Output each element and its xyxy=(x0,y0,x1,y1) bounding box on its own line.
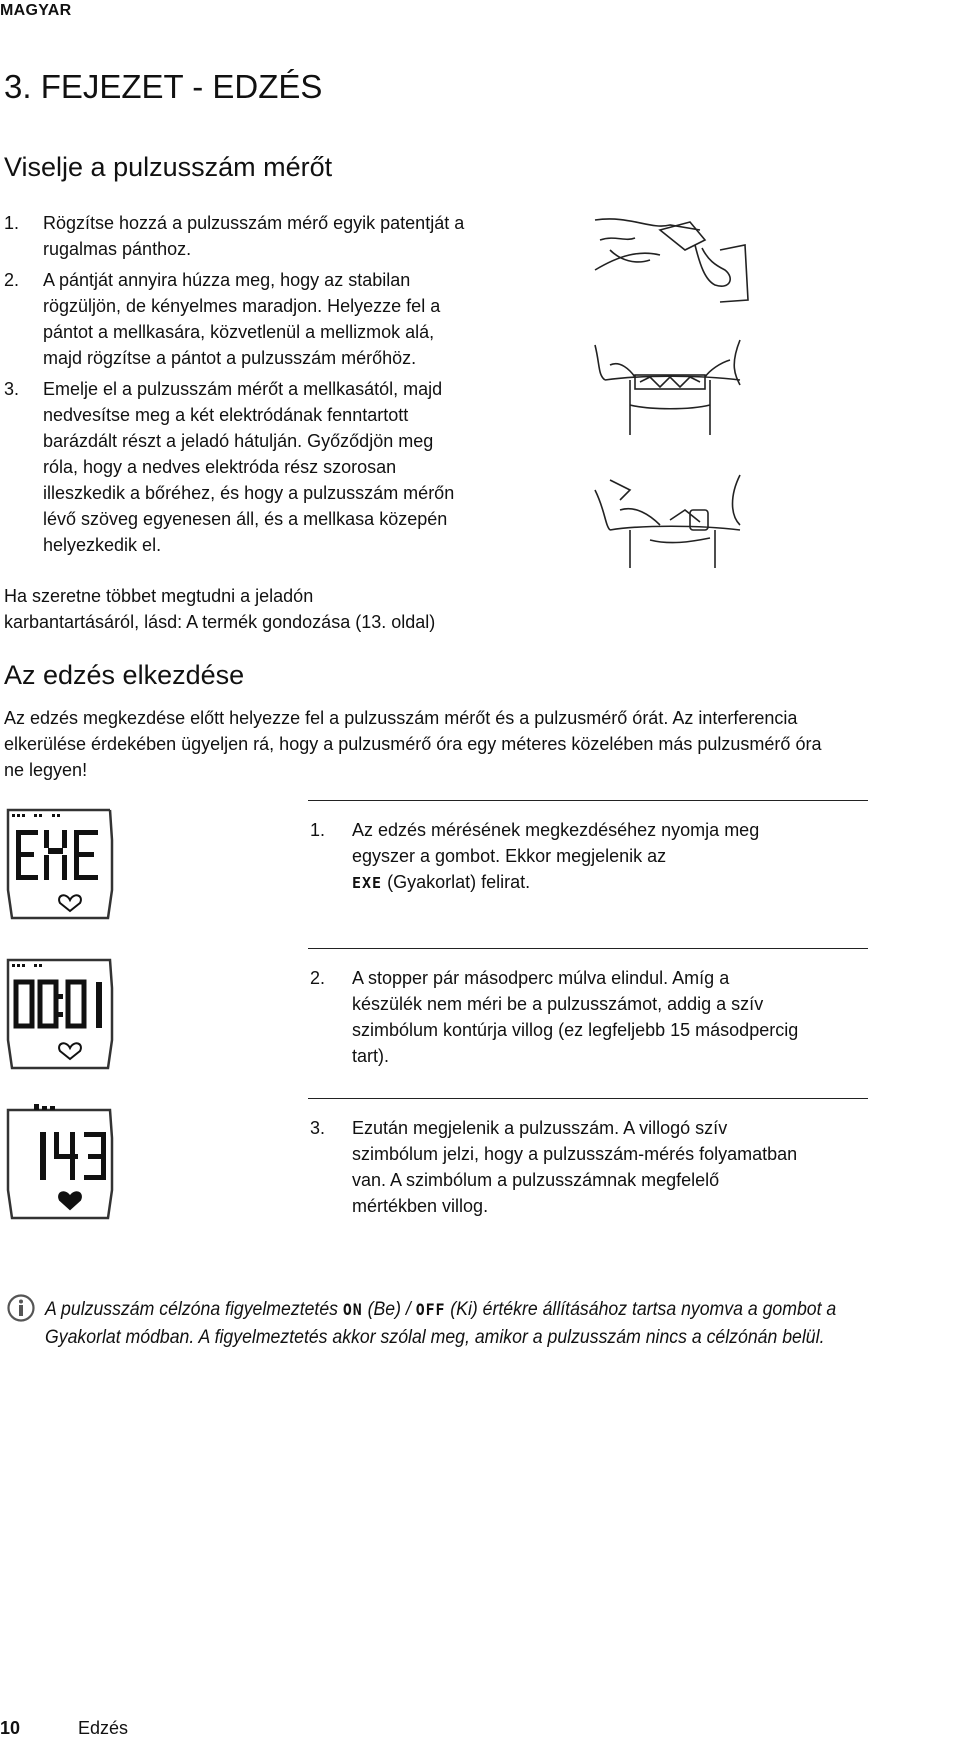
wear-steps-list xyxy=(4,210,544,560)
step-line: lévő szöveg egyenesen áll, és a mellkasa közepén xyxy=(43,509,448,529)
footer-section-label: Edzés xyxy=(78,1718,129,1738)
info-icon xyxy=(6,1293,36,1323)
list-item xyxy=(310,817,890,897)
step-number: 3. xyxy=(310,1118,326,1138)
step-line: nedvesítse meg a két elektródának fenntartott xyxy=(43,405,409,425)
step-line-suffix: (Gyakorlat) felirat. xyxy=(382,872,531,892)
watch-display-exe xyxy=(4,800,116,920)
step-line: tart). xyxy=(352,1046,390,1066)
step-line: A stopper pár másodperc múlva elindul. Amíg a xyxy=(352,968,730,988)
watch-display-heart-rate xyxy=(4,1098,116,1220)
step-line: rugalmas pánthoz. xyxy=(43,239,192,259)
divider xyxy=(308,1098,868,1099)
strap-attach-illustration xyxy=(590,210,750,310)
reference-line: Ha szeretne többet megtudni a jeladón xyxy=(4,586,314,606)
step-line: szimbólum jelzi, hogy a pulzusszám-mérés folyamatban xyxy=(352,1144,798,1164)
divider xyxy=(308,948,868,949)
display-text-on: ON xyxy=(342,1300,363,1319)
heart-outline-icon xyxy=(59,895,81,911)
section-heading-wear: Viselje a pulzusszám mérőt xyxy=(4,152,333,182)
step-line xyxy=(352,869,872,896)
step-line: szimbólum kontúrja villog (ez legfeljebb 15 másodpercig xyxy=(352,1020,799,1040)
step-line: helyezkedik el. xyxy=(43,535,162,555)
step-line: Ezután megjelenik a pulzusszám. A villogó szív xyxy=(352,1118,728,1138)
note-line: Gyakorlat módban. A figyelmeztetés akkor szólal meg, amikor a pulzusszám nincs a célzónán belül. xyxy=(45,1327,825,1348)
step-line: készülék nem méri be a pulzusszámot, addig a szív xyxy=(352,994,764,1014)
step-line: illeszkedik a bőréhez, és hogy a pulzusszám mérőn xyxy=(43,483,455,503)
display-text-exe: EXE xyxy=(352,874,383,892)
note-text: (Be) / xyxy=(362,1299,416,1320)
wet-electrodes-illustration xyxy=(590,470,750,570)
step-line: rögzüljön, de kényelmes maradjon. Helyezze fel a xyxy=(43,296,441,316)
step-number: 3. xyxy=(4,379,20,399)
note-line xyxy=(45,1296,882,1324)
step-line: pántot a mellkasára, közvetlenül a mellizmok alá, xyxy=(43,322,435,342)
step-line: egyszer a gombot. Ekkor megjelenik az xyxy=(352,846,667,866)
reference-line: karbantartásáról, lásd: A termék gondozása (13. oldal) xyxy=(4,612,436,632)
step-line: van. A szimbólum a pulzusszámnak megfelelő xyxy=(352,1170,720,1190)
step-line: Rögzítse hozzá a pulzusszám mérő egyik patentját a xyxy=(43,213,465,233)
step-number: 1. xyxy=(4,213,20,233)
step-line: A pántját annyira húzza meg, hogy az stabilan xyxy=(43,270,411,290)
note-text: A pulzusszám célzóna figyelmeztetés xyxy=(45,1299,343,1320)
step-line: Az edzés mérésének megkezdéséhez nyomja meg xyxy=(352,820,760,840)
list-item xyxy=(310,1115,890,1225)
step-line: róla, hogy a nedves elektróda rész szorosan xyxy=(43,457,397,477)
intro-line: Az edzés megkezdése előtt helyezze fel a pulzusszám mérőt és a pulzusmérő órát. Az interferencia xyxy=(4,708,798,728)
display-text-off: OFF xyxy=(415,1300,446,1319)
divider xyxy=(308,800,868,801)
start-workout-intro xyxy=(4,705,959,783)
maintenance-reference xyxy=(4,583,564,635)
step-line: Emelje el a pulzusszám mérőt a mellkasától, majd xyxy=(43,379,443,399)
step-number: 2. xyxy=(4,270,20,290)
step-line: barázdált részt a jeladó hátulján. Győződjön meg xyxy=(43,431,434,451)
step-number: 2. xyxy=(310,968,326,988)
note-text: (Ki) értékre állításához tartsa nyomva a gombot a xyxy=(445,1299,837,1320)
list-item xyxy=(310,965,890,1075)
intro-line: elkerülése érdekében ügyeljen rá, hogy a pulzusmérő óra egy méteres közelében más pulzusmérő óra xyxy=(4,734,822,754)
chest-strap-illustration xyxy=(590,335,750,440)
section-heading-start-workout: Az edzés elkezdése xyxy=(4,660,245,690)
heart-outline-icon xyxy=(59,1043,81,1059)
step-line: majd rögzítse a pántot a pulzusszám mérőhöz. xyxy=(43,348,417,368)
step-number: 1. xyxy=(310,820,326,840)
watch-display-stopwatch xyxy=(4,948,116,1070)
target-zone-note xyxy=(45,1296,882,1352)
chapter-title: 3. FEJEZET - EDZÉS xyxy=(4,68,323,105)
language-label: MAGYAR xyxy=(0,2,72,19)
page-number: 10 xyxy=(0,1718,21,1738)
intro-line: ne legyen! xyxy=(4,760,88,780)
heart-filled-icon xyxy=(59,1192,81,1209)
step-line: mértékben villog. xyxy=(352,1196,489,1216)
